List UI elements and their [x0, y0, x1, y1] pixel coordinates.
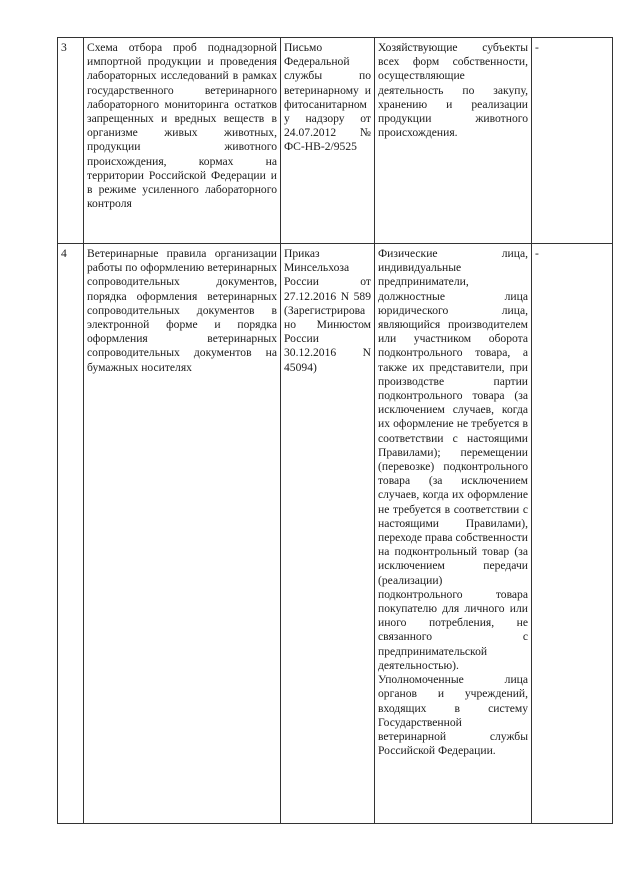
table-row: [58, 38, 613, 244]
table-row: [58, 244, 613, 824]
applicable-entities: Хозяйствующие субъекты всех форм собственности, осуществляющие деятельность по закупу, хранению и реализации продукции животного происхождения.: [375, 38, 532, 244]
regulations-table: [57, 37, 613, 824]
row-number: 4: [58, 244, 84, 824]
document-name: Ветеринарные правила организации работы по оформлению ветеринарных сопроводительных документов, порядка оформления ветеринарных сопроводительных документов в электронной форме и порядка оформления ветеринарных сопроводительных документов на бумажных носителях: [84, 244, 281, 824]
legal-act: Письмо Федеральной службы по ветеринарному и фитосанитарному надзору от 24.07.2012 № ФС-НВ-2/9525: [281, 38, 375, 244]
row-number: 3: [58, 38, 84, 244]
document-name: Схема отбора проб поднадзорной импортной продукции и проведения лабораторных исследований в рамках государственного ветеринарного лабораторного мониторинга остатков запрещенных и вредных веществ в организме живых животных, продукции животного происхождения, кормах на территории Российской Федерации и в режиме усиленного лабораторного контроля: [84, 38, 281, 244]
applicable-entities: Физические лица, индивидуальные предприниматели, должностные лица юридического лица, являющийся производителем или участником оборота подконтрольного товара, а также их представители, при производстве партии подконтрольного товара (за исключением случаев, когда их оформление не требуется в соответствии с настоящими Правилами); перемещении (перевозке) подконтрольного товара (за исключением случаев, когда их оформление не требуется в соответствии с настоящими Правилами), переходе права собственности на подконтрольный товар (за исключением передачи (реализации) подконтрольного товара покупателю для личного или иного потребления, не связанного с предпринимательской деятельностью). Уполномоченные лица органов и учреждений, входящих в систему Государственной ветеринарной службы Российской Федерации.: [375, 244, 532, 824]
legal-act: Приказ Минсельхоза России от 27.12.2016 N 589 (Зарегистрировано Минюстом России 30.12.2016 N 45094): [281, 244, 375, 824]
note: -: [532, 244, 613, 824]
note: -: [532, 38, 613, 244]
